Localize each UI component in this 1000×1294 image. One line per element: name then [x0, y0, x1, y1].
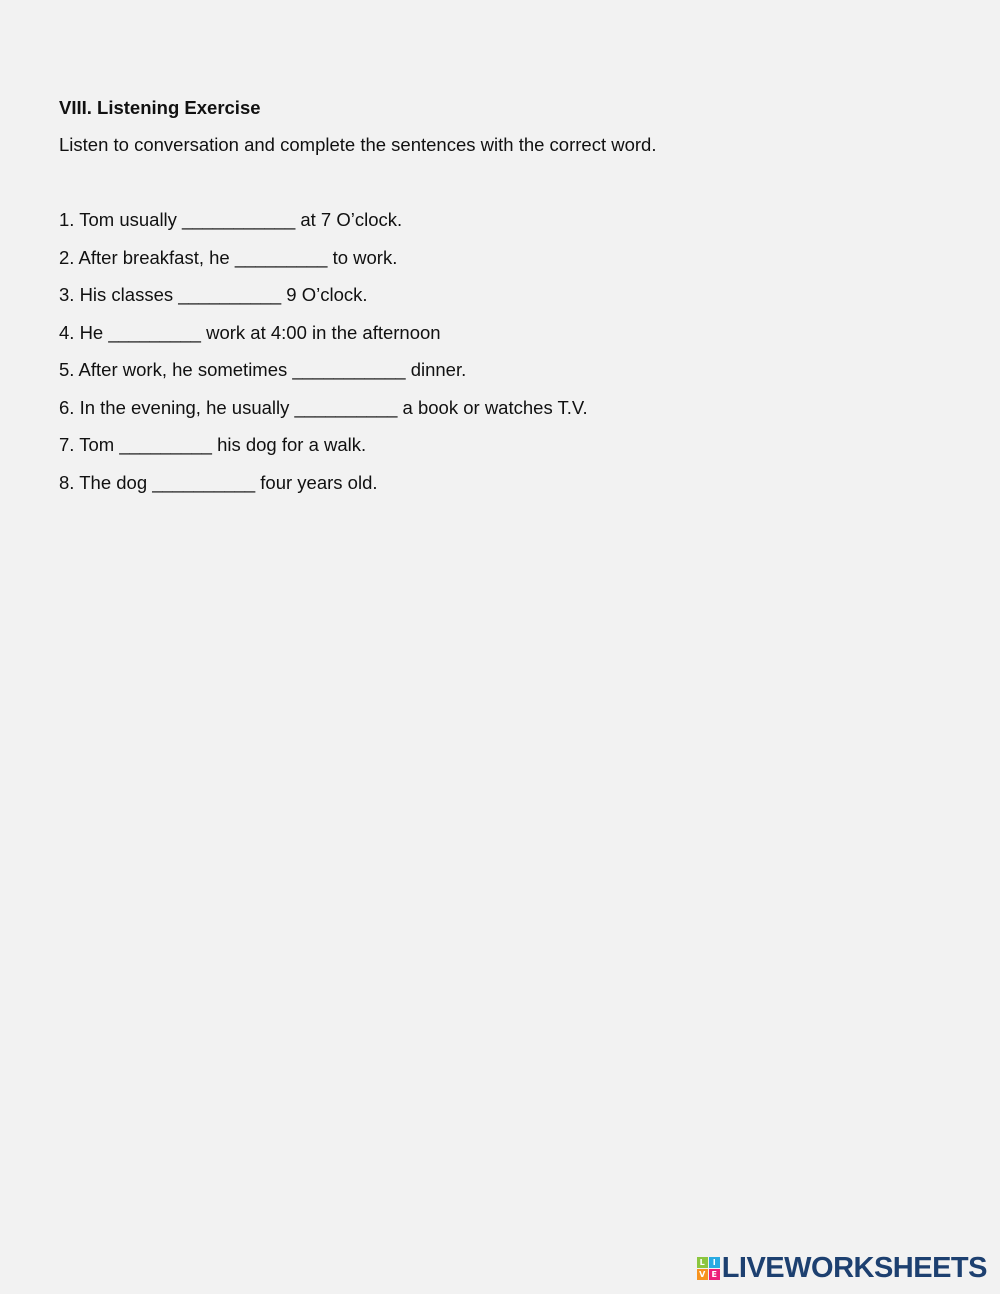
question-item: 1. Tom usually ___________ at 7 O’clock.: [59, 209, 403, 230]
logo-mark-letter: E: [709, 1269, 720, 1280]
worksheet-heading: VIII. Listening Exercise: [59, 97, 261, 118]
liveworksheets-logo: [697, 1253, 987, 1283]
question-item: 3. His classes __________ 9 O’clock.: [59, 284, 368, 305]
logo-mark-letter: V: [697, 1269, 708, 1280]
question-list: [59, 209, 588, 509]
worksheet-instructions: Listen to conversation and complete the sentences with the correct word.: [59, 134, 657, 155]
logo-mark-letter: I: [709, 1257, 720, 1268]
question-item: 4. He _________ work at 4:00 in the afternoon: [59, 321, 441, 343]
question-item: 2. After breakfast, he _________ to work.: [59, 246, 398, 268]
question-item: 7. Tom _________ his dog for a walk.: [59, 434, 367, 455]
question-item: 5. After work, he sometimes ___________ dinner.: [59, 359, 467, 380]
question-item: 8. The dog __________ four years old.: [59, 471, 378, 493]
logo-mark-letter: L: [697, 1257, 708, 1268]
logo-mark-icon: [697, 1257, 720, 1280]
logo-text: LIVEWORKSHEETS: [721, 1252, 987, 1284]
question-item: 6. In the evening, he usually __________ a book or watches T.V.: [59, 396, 588, 418]
